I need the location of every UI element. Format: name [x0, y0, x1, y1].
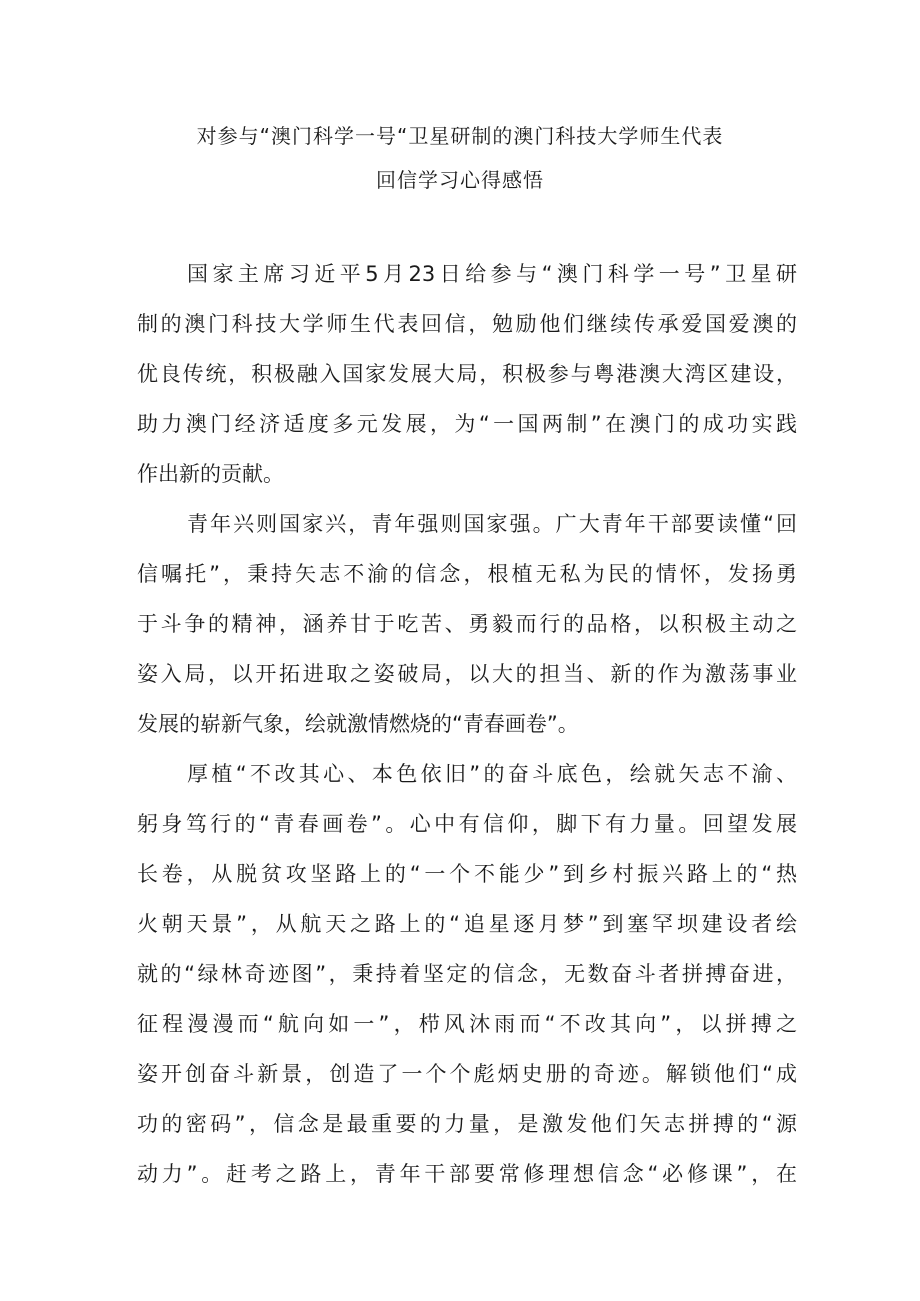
paragraph-3-line: 厚植“不改其心、本色依旧”的奋斗底色，绘就矢志不渝、	[187, 762, 797, 786]
paragraph-3-line: 火朝天景”，从航天之路上的“追星逐月梦”到塞罕坝建设者绘	[137, 912, 797, 936]
paragraph-2-line: 青年兴则国家兴，青年强则国家强。广大青年干部要读懂“回	[187, 512, 797, 536]
paragraph-2-line: 发展的崭新气象，绘就激情燃烧的“青春画卷”。	[137, 712, 579, 736]
paragraph-2-line: 信嘱托”，秉持矢志不渝的信念，根植无私为民的情怀，发扬勇	[137, 562, 797, 586]
paragraph-2-line: 于斗争的精神，涵养甘于吃苦、勇毅而行的品格，以积极主动之	[137, 612, 797, 636]
paragraph-1-line: 作出新的贡献。	[137, 462, 284, 486]
paragraph-3-line: 长卷，从脱贫攻坚路上的“一个不能少”到乡村振兴路上的“热	[137, 862, 797, 886]
paragraph-2-line: 姿入局，以开拓进取之姿破局，以大的担当、新的作为激荡事业	[137, 662, 797, 686]
paragraph-1-line: 制的澳门科技大学师生代表回信，勉励他们继续传承爱国爱澳的	[137, 312, 797, 336]
paragraph-1-line: 国家主席习近平5月23日给参与“澳门科学一号”卫星研	[187, 262, 797, 286]
document-title-line-1: 对参与“澳门科学一号“卫星研制的澳门科技大学师生代表	[196, 124, 724, 148]
paragraph-3-line: 动力”。赶考之路上，青年干部要常修理想信念“必修课”，在	[137, 1162, 797, 1186]
paragraph-3-line: 功的密码”，信念是最重要的力量，是激发他们矢志拼搏的“源	[137, 1112, 797, 1136]
paragraph-3-line: 姿开创奋斗新景，创造了一个个彪炳史册的奇迹。解锁他们“成	[137, 1062, 797, 1086]
paragraph-1-line: 助力澳门经济适度多元发展，为“一国两制”在澳门的成功实践	[137, 412, 797, 436]
paragraph-3-line: 躬身笃行的“青春画卷”。心中有信仰，脚下有力量。回望发展	[137, 812, 797, 836]
paragraph-3-line: 就的“绿林奇迹图”，秉持着坚定的信念，无数奋斗者拼搏奋进，	[137, 962, 797, 986]
document-title-line-2: 回信学习心得感悟	[376, 168, 544, 192]
paragraph-1-line: 优良传统，积极融入国家发展大局，积极参与粤港澳大湾区建设，	[137, 362, 797, 386]
paragraph-3-line: 征程漫漫而“航向如一”，栉风沐雨而“不改其向”，以拼搏之	[137, 1012, 797, 1036]
